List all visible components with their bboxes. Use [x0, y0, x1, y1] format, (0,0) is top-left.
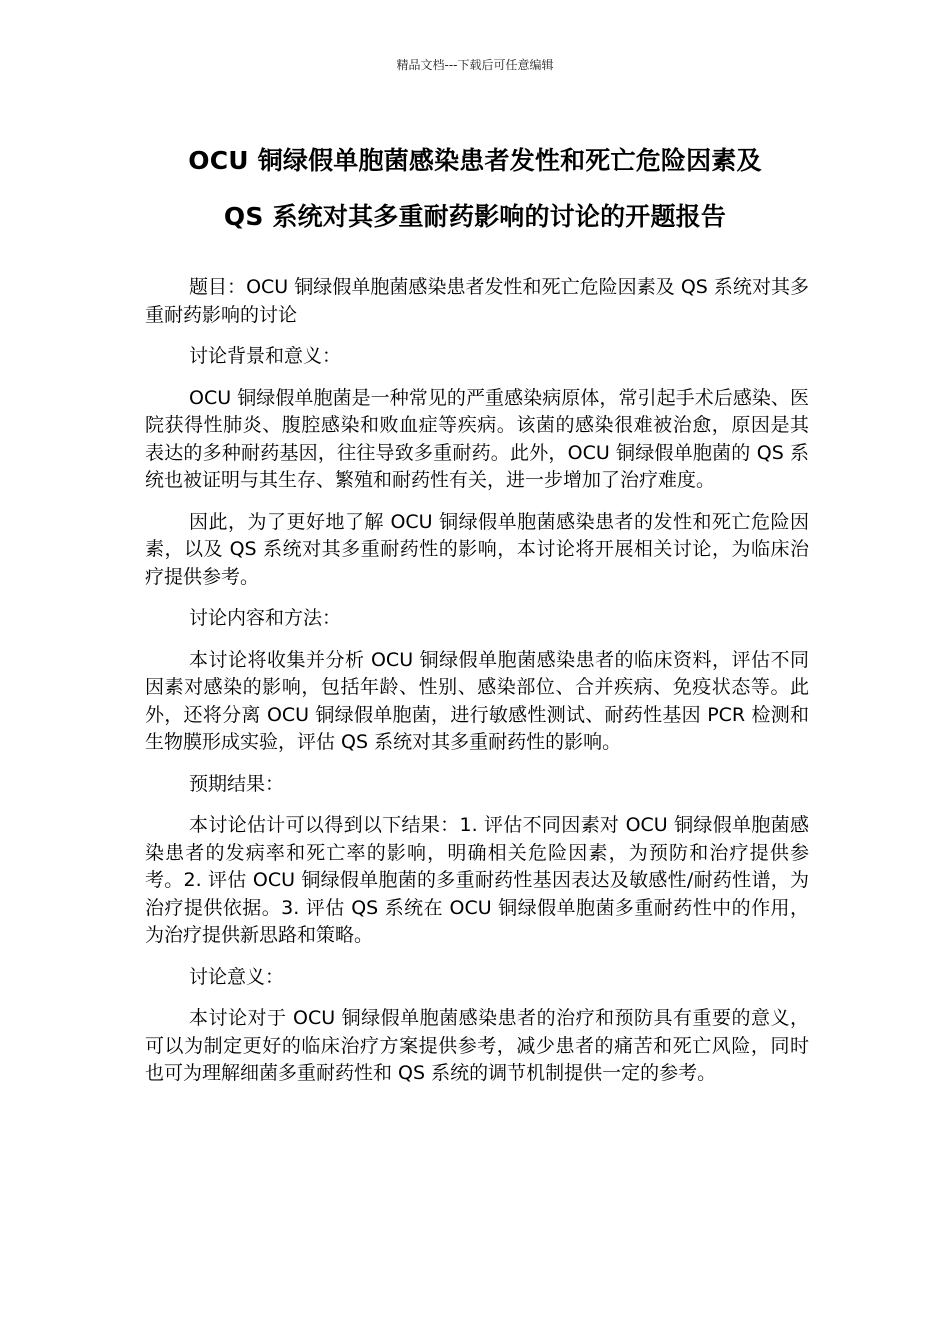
background-paragraph: OCU 铜绿假单胞菌是一种常见的严重感染病原体，常引起手术后感染、医院获得性肺炎、腹腔感染和败血症等疾病。该菌的感染很难被治愈，原因是其表达的多种耐药基因，往往导致多重耐药。此外，OCU 铜绿假单胞菌的 QS 系统也被证明与其生存、繁殖和耐药性有关，进一步增加了治疗难度。	[145, 386, 809, 491]
methods-paragraph: 本讨论将收集并分析 OCU 铜绿假单胞菌感染患者的临床资料，评估不同因素对感染的影响，包括年龄、性别、感染部位、合并疾病、免疫状态等。此外，还将分离 OCU 铜绿假单胞菌，进行敏感性测试、耐药性基因 PCR 检测和生物膜形成实验，评估 QS 系统对其多重耐药性的影响。	[145, 648, 809, 753]
significance-heading: 讨论意义：	[189, 965, 285, 988]
document-title-line-1: OCU 铜绿假单胞菌感染患者发性和死亡危险因素及	[188, 146, 762, 175]
background-heading: 讨论背景和意义：	[189, 345, 342, 367]
document-title	[100, 133, 850, 245]
expected-results-heading: 预期结果：	[189, 772, 285, 795]
topic-paragraph: 题目：OCU 铜绿假单胞菌感染患者发性和死亡危险因素及 QS 系统对其多重耐药影响的讨论	[145, 276, 809, 326]
document-title-line-2: QS 系统对其多重耐药影响的讨论的开题报告	[223, 202, 727, 231]
expected-results-paragraph: 本讨论估计可以得到以下结果：1. 评估不同因素对 OCU 铜绿假单胞菌感染患者的发病率和死亡率的影响，明确相关危险因素，为预防和治疗提供参考。2. 评估 OCU 铜绿假单胞菌的多重耐药性基因表达及敏感性/耐药性谱，为治疗提供依据。3. 评估 QS 系统在 OCU 铜绿假单胞菌多重耐药性中的作用，为治疗提供新思路和策略。	[145, 814, 809, 946]
significance-paragraph: 本讨论对于 OCU 铜绿假单胞菌感染患者的治疗和预防具有重要的意义，可以为制定更好的临床治疗方案提供参考，减少患者的痛苦和死亡风险，同时也可为理解细菌多重耐药性和 QS 系统的调节机制提供一定的参考。	[145, 1007, 809, 1084]
purpose-paragraph: 因此，为了更好地了解 OCU 铜绿假单胞菌感染患者的发性和死亡危险因素，以及 QS 系统对其多重耐药性的影响，本讨论将开展相关讨论，为临床治疗提供参考。	[145, 510, 809, 588]
methods-heading: 讨论内容和方法：	[189, 607, 342, 629]
page-header-note: 精品文档---下载后可任意编辑	[396, 58, 554, 72]
document-body	[145, 274, 809, 1102]
